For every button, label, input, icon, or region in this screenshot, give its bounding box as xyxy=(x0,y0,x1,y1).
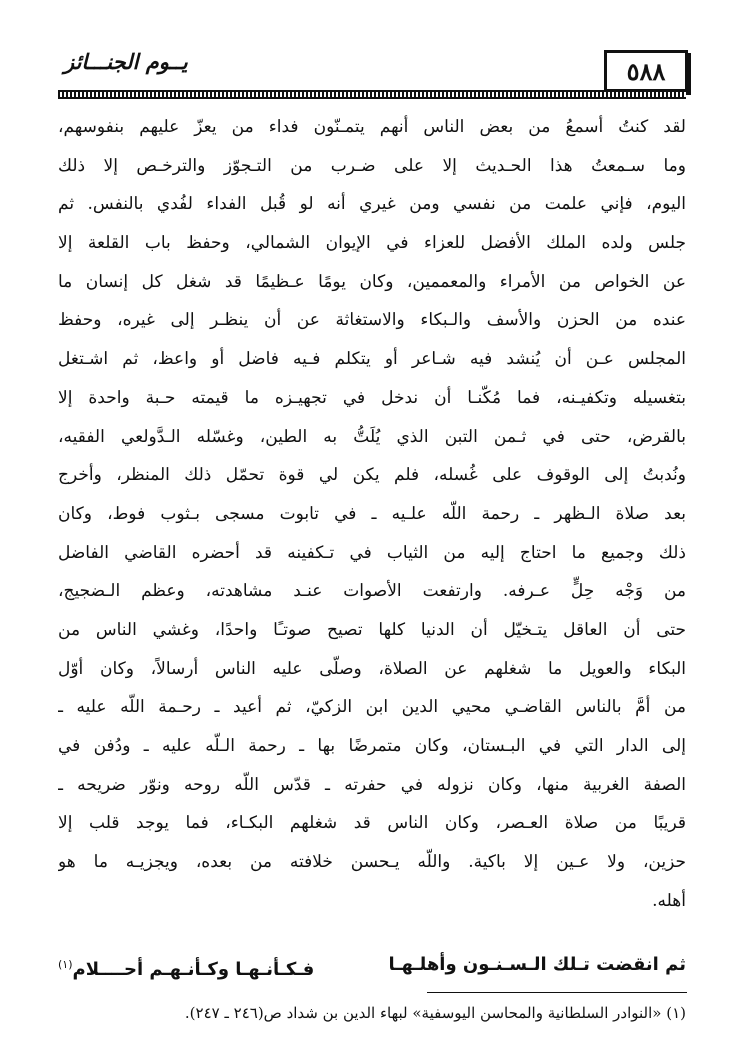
text-line: بالقرض، حتى في ثـمن التبن الذي يُلَتُّ به الطين، وغسّله الـدَّولعي الفقيه، xyxy=(58,426,686,447)
text-line: ونُدبتُ إلى الوقوف على غُسله، فلم يكن لي قوة تحمّل ذلك المنظر، وأخرج xyxy=(58,465,686,486)
running-title: يــوم الجنـــائز xyxy=(64,50,188,74)
text-line: اليوم، فإني علمت من نفسي ومن غيري أنه لو قُبل الفداء لفُدي بالنفس. ثم xyxy=(58,194,686,215)
text-line: من وَجْه حِلٍّ عـرفه. وارتفعت الأصوات عنـد مشاهدته، وعظم الـضجيج، xyxy=(58,581,686,602)
text-line: حتى أن العاقل يتـخيّل أن الدنيا كلها تصيح صوتـًا واحدًا، وغشي الناس من xyxy=(58,619,686,640)
verse-hemistich-second xyxy=(58,945,314,990)
header-rule xyxy=(58,90,686,99)
text-line: إلى الدار التي في البـستان، وكان متمرضًا بها ـ رحمة الـلّه عليه ـ ودُفن في xyxy=(58,736,686,756)
footnote-divider xyxy=(427,992,687,993)
text-line: من أمَّ بالناس القاضـي محيي الدين ابن الزكيّ، ثم أعيد ـ رحـمة اللّه عليه ـ xyxy=(58,697,686,718)
text-line: جلس ولده الملك الأفضل للعزاء في الإيوان الشمالي، وحفظ باب القلعة إلا xyxy=(58,233,686,254)
text-line: أهله. xyxy=(652,890,686,911)
verse-hemistich-second-text: فـكـأنـهـا وكـأنـهـم أحــــلام xyxy=(72,959,315,980)
text-line: لقد كنتُ أسمعُ من بعض الناس أنهم يتمـنّون فداء من يعزّ عليهم بنفوسهم، xyxy=(58,117,686,137)
verse-hemistich-first: ثم انقضت تـلك الـسـنـون وأهلـهـا xyxy=(388,954,686,975)
page-number: ٥٨٨ xyxy=(604,50,688,92)
poetry-verse xyxy=(58,945,686,985)
text-line: بعد صلاة الـظهر ـ رحمة اللّه علـيه ـ في تابوت مسجى بـثوب فوط، وكان xyxy=(58,503,686,524)
text-line: الصفة الغربية منها، وكان نزوله في حفرته ـ قدّس اللّه روحه ونوّر ضريحه ـ xyxy=(58,774,686,795)
text-line: قريبًا من صلاة العـصر، وكان الناس قد شغلهم البكـاء، فما يوجد قلب إلا xyxy=(58,813,686,834)
body-text xyxy=(58,108,686,920)
text-line: عن الخواص من الأمراء والمعممين، وكان يومًا عـظيمًا قد شغل كل إنسان ما xyxy=(58,271,686,292)
text-line: البكاء والعويل ما شغلهم عن الصلاة، وصلّى عليه الناس أرسالاً، وكان أوّل xyxy=(58,658,686,679)
page-header xyxy=(58,44,688,90)
footnote-marker: (١) xyxy=(58,958,73,971)
text-line: بتغسيله وتكفيـنه، فما مُكّنـا أن ندخل في تجهيـزه ما قيمته حـبة واحدة إلا xyxy=(58,387,686,408)
text-line: حزين، ولا عـين إلا باكية. واللّه يـحسن خلافته من بعده، ويجزيـه ما هو xyxy=(58,852,686,873)
text-line: عنده من الحزن والأسف والـبكاء والاستغاثة عن أن ينظـر إلى غيره، وحفظ xyxy=(58,310,686,331)
text-line: وما سـمعتُ هذا الحـديث إلا على ضـرب من التـجوّز والترخـص إلا ذلك xyxy=(58,155,686,176)
text-line: ذلك وجميع ما احتاج إليه من الثياب في تـكفينه قد أحضره القاضي الفاضل xyxy=(58,542,686,563)
footnote: (١) «النوادر السلطانية والمحاسن اليوسفية» لبهاء الدين بن شداد ص(٢٤٦ ـ ٢٤٧). xyxy=(184,1004,686,1022)
text-line: المجلس عـن أن يُنشد فيه شـاعر أو يتكلم فـيه فاضل أو واعظ، ثم اشـتغل xyxy=(58,349,686,370)
